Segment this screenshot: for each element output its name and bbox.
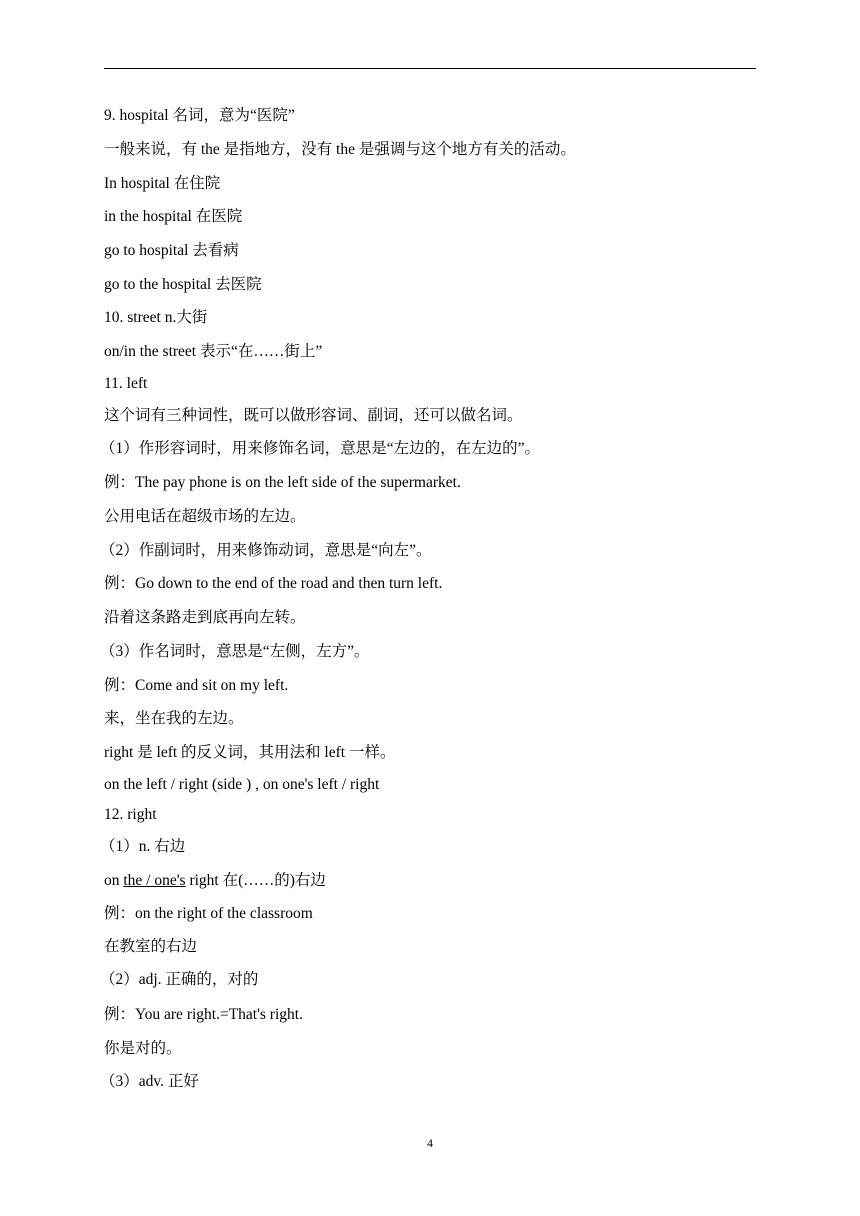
translation-line: 在教室的右边 [104, 938, 198, 955]
example-line: 例：The pay phone is on the left side of the supermarket. [104, 474, 461, 491]
subitem-line: （2）adj. 正确的，对的 [100, 971, 259, 988]
text-line: In hospital 在住院 [104, 175, 221, 192]
phrase-prefix: on [104, 872, 124, 889]
translation-line: 公用电话在超级市场的左边。 [104, 508, 306, 525]
subitem-line: （1）作形容词时，用来修饰名词，意思是“左边的，在左边的”。 [100, 440, 541, 457]
text-line: on/in the street 表示“在……街上” [104, 343, 323, 360]
subitem-line: （1）n. 右边 [100, 838, 186, 855]
text-line: in the hospital 在医院 [104, 208, 243, 225]
item-10-heading: 10. street n.大街 [104, 309, 208, 326]
underlined-phrase-line [104, 871, 326, 891]
example-line: 例：Go down to the end of the road and then turn left. [104, 575, 443, 592]
item-9-heading: 9. hospital 名词，意为“医院” [104, 107, 295, 124]
item-11-heading: 11. left [104, 375, 148, 392]
translation-line: 沿着这条路走到底再向左转。 [104, 609, 306, 626]
example-line: 例：Come and sit on my left. [104, 677, 289, 694]
text-line: right 是 left 的反义词，其用法和 left 一样。 [104, 744, 396, 761]
text-line: go to hospital 去看病 [104, 242, 239, 259]
subitem-line: （3）作名词时，意思是“左侧，左方”。 [100, 643, 370, 660]
example-line: 例：on the right of the classroom [104, 905, 313, 922]
translation-line: 来，坐在我的左边。 [104, 710, 244, 727]
phrase-suffix: right 在(……的)右边 [185, 872, 326, 889]
example-line: 例：You are right.=That's right. [104, 1006, 303, 1023]
text-line: 一般来说，有 the 是指地方，没有 the 是强调与这个地方有关的活动。 [104, 141, 576, 158]
translation-line: 你是对的。 [104, 1040, 182, 1057]
page-number: 4 [427, 1136, 433, 1150]
text-line: on the left / right (side ) , on one's left / right [104, 776, 380, 793]
text-line: 这个词有三种词性，既可以做形容词、副词，还可以做名词。 [104, 407, 523, 424]
underlined-phrase: the / one's [123, 872, 186, 889]
subitem-line: （2）作副词时，用来修饰动词，意思是“向左”。 [100, 542, 432, 559]
item-12-heading: 12. right [104, 806, 157, 823]
subitem-line: （3）adv. 正好 [100, 1073, 199, 1090]
header-rule [104, 68, 756, 69]
text-line: go to the hospital 去医院 [104, 276, 262, 293]
